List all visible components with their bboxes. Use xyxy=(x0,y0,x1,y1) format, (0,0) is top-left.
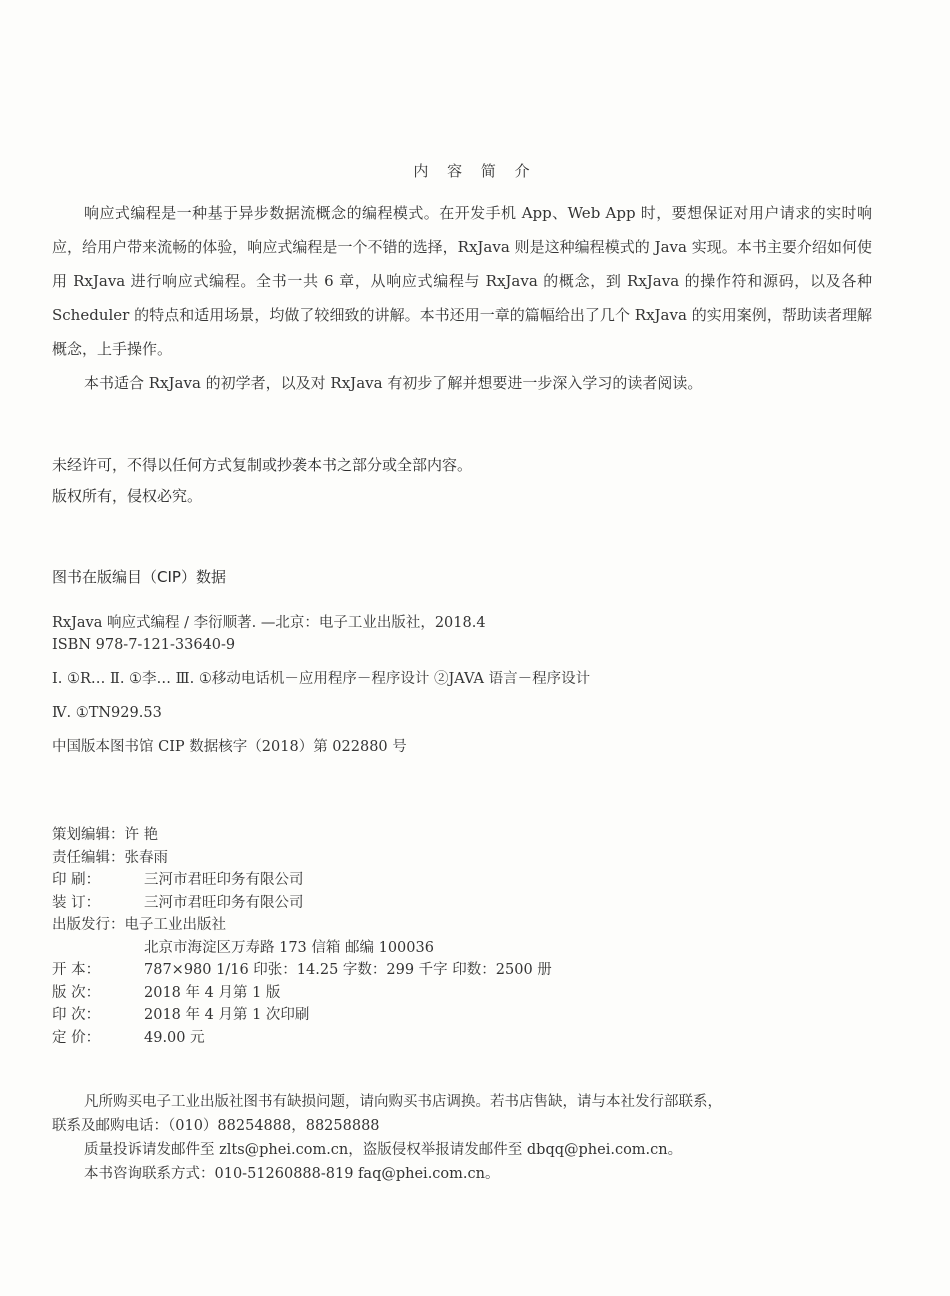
summary-paragraph-2: 本书适合 RxJava 的初学者，以及对 RxJava 有初步了解并想要进一步深入学习的读者阅读。 xyxy=(84,374,703,392)
info-row-binding xyxy=(52,892,552,915)
printing-label: 印 次： xyxy=(52,1007,101,1023)
print-value: 三河市君旺印务有限公司 xyxy=(144,872,304,888)
price-value: 49.00 元 xyxy=(144,1029,205,1046)
publisher-label: 出版发行： xyxy=(52,917,125,933)
page-title: 内 容 简 介 xyxy=(413,162,537,180)
notice-line-2: 联系及邮购电话：（010）88254888，88258888 xyxy=(52,1118,380,1134)
planner-value: 许 艳 xyxy=(124,827,159,843)
info-row-price xyxy=(52,1027,552,1050)
print-label: 印 刷： xyxy=(52,872,101,888)
price-label: 定 价： xyxy=(52,1029,101,1046)
cip-data xyxy=(52,612,590,758)
editor-label: 责任编辑： xyxy=(52,849,125,866)
format-value: 787×980 1/16 印张：14.25 字数：299 千字 印数：2500 册 xyxy=(144,962,552,978)
notice-line-1: 凡所购买电子工业出版社图书有缺损问题，请向购买书店调换。若书店售缺，请与本社发行部联系， xyxy=(84,1094,722,1110)
cip-line-1: RxJava 响应式编程 / 李衍顺著. —北京：电子工业出版社，2018.4 xyxy=(52,615,486,631)
address-value: 北京市海淀区万寿路 173 信箱 邮编 100036 xyxy=(144,939,434,956)
binding-label: 装 订： xyxy=(52,894,101,911)
cip-line-3: Ⅰ. ①R… Ⅱ. ①李… Ⅲ. ①移动电话机－应用程序－程序设计 ②JAVA 语言－程序设计 xyxy=(52,671,591,687)
edition-label: 版 次： xyxy=(52,984,101,1001)
editor-value: 张春雨 xyxy=(124,849,168,866)
info-row-printing xyxy=(52,1004,552,1027)
binding-value: 三河市君旺印务有限公司 xyxy=(144,894,304,911)
publication-info xyxy=(52,824,552,1049)
copyright-notice xyxy=(52,450,472,512)
cip-line-5: 中国版本图书馆 CIP 数据核字（2018）第 022880 号 xyxy=(52,739,407,755)
info-row-editor xyxy=(52,847,552,870)
publisher-value: 电子工业出版社 xyxy=(124,917,226,933)
info-row-planner xyxy=(52,824,552,847)
info-row-format xyxy=(52,959,552,982)
copyright-line-1: 未经许可，不得以任何方式复制或抄袭本书之部分或全部内容。 xyxy=(52,456,473,474)
notice-line-3: 质量投诉请发邮件至 zlts@phei.com.cn，盗版侵权举报请发邮件至 dbqq@phei.com.cn。 xyxy=(84,1142,683,1158)
summary-paragraph-1: 响应式编程是一种基于异步数据流概念的编程模式。在开发手机 App、Web App 时，要想保证对用户请求的实时响应，给用户带来流畅的体验，响应式编程是一个不错的选择，RxJava 则是这种编程模式的 Java 实现。本书主要介绍如何使用 RxJava 进行响应式编程。全书一共 6 章，从响应式编程与 RxJava 的概念，到 RxJava 的操作符和源码，以及各种 Scheduler 的特点和适用场景，均做了较细致的讲解。本书还用一章的篇幅给出了几个 RxJava 的实用案例，帮助读者理解概念，上手操作。 xyxy=(52,204,872,358)
reader-notice xyxy=(52,1090,882,1186)
info-row-address xyxy=(52,937,552,960)
notice-line-4: 本书咨询联系方式：010-51260888-819 faq@phei.com.cn。 xyxy=(84,1166,500,1182)
printing-value: 2018 年 4 月第 1 次印刷 xyxy=(144,1007,310,1023)
info-row-print xyxy=(52,869,552,892)
cip-heading: 图书在版编目（CIP）数据 xyxy=(52,568,226,586)
edition-value: 2018 年 4 月第 1 版 xyxy=(144,984,281,1001)
info-row-edition xyxy=(52,982,552,1005)
planner-label: 策划编辑： xyxy=(52,827,125,843)
info-row-publisher xyxy=(52,914,552,937)
cip-line-2: ISBN 978-7-121-33640-9 xyxy=(52,637,236,653)
summary-section xyxy=(52,196,872,400)
cip-line-4: Ⅳ. ①TN929.53 xyxy=(52,705,162,721)
copyright-line-2: 版权所有，侵权必究。 xyxy=(52,487,203,505)
format-label: 开 本： xyxy=(52,962,101,978)
